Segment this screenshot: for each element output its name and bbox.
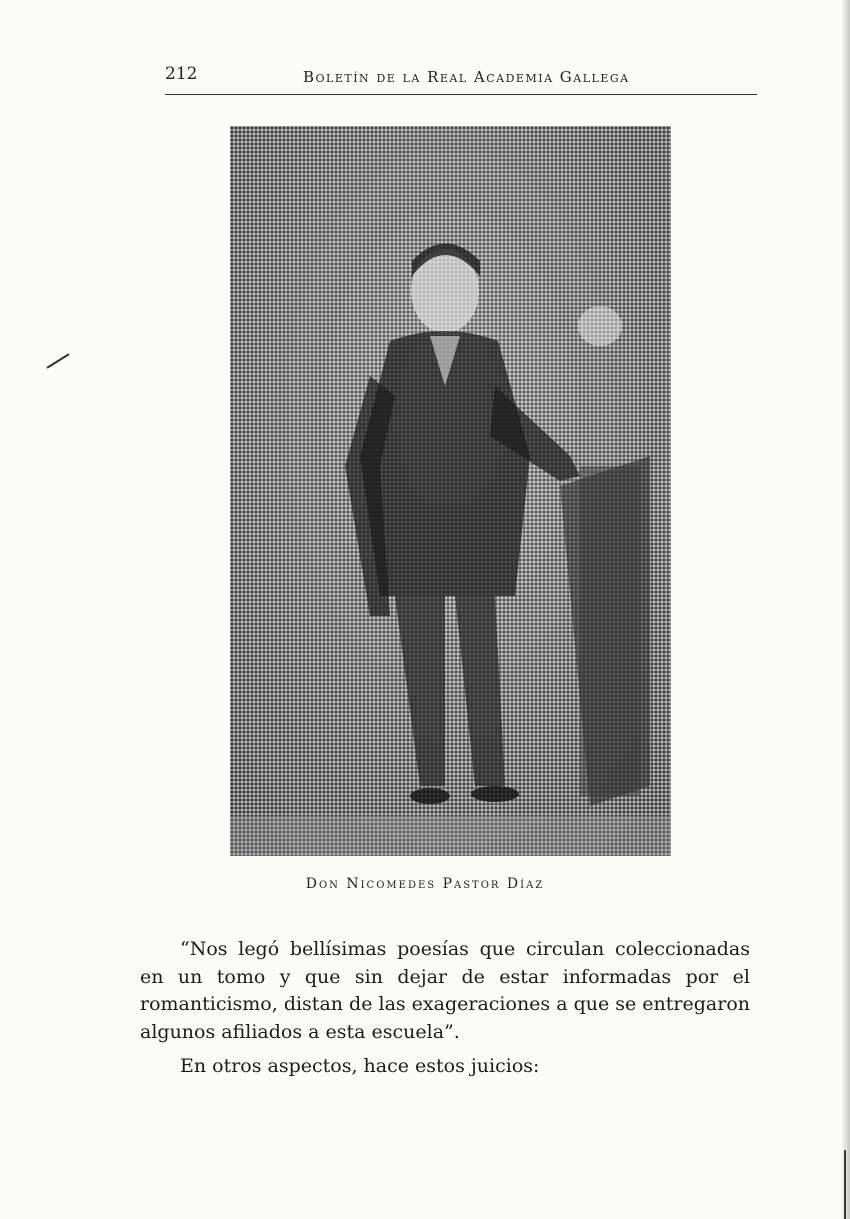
page-header — [165, 62, 757, 95]
body-text — [140, 936, 750, 1081]
page-edge-line — [844, 1150, 846, 1219]
running-title: Boletín de la Real Academia Gallega — [303, 68, 630, 86]
photo-caption: Don Nicomedes Pastor Díaz — [305, 876, 545, 892]
stray-pencil-mark — [46, 353, 69, 368]
portrait-photograph — [230, 126, 671, 856]
paragraph-intro: En otros aspectos, hace estos juicios: — [180, 1055, 540, 1077]
paragraph-quote: “Nos legó bellísimas poesías que circulan coleccionadas en un tomo y que sin dejar de estar informadas por el romanticismo, distan de las exageraciones a que se entregaron algunos afiliados a esta escuela”. — [140, 938, 750, 1043]
portrait-figure-drawing — [230, 126, 671, 856]
page-edge — [842, 0, 850, 1219]
page-number: 212 — [165, 64, 198, 84]
